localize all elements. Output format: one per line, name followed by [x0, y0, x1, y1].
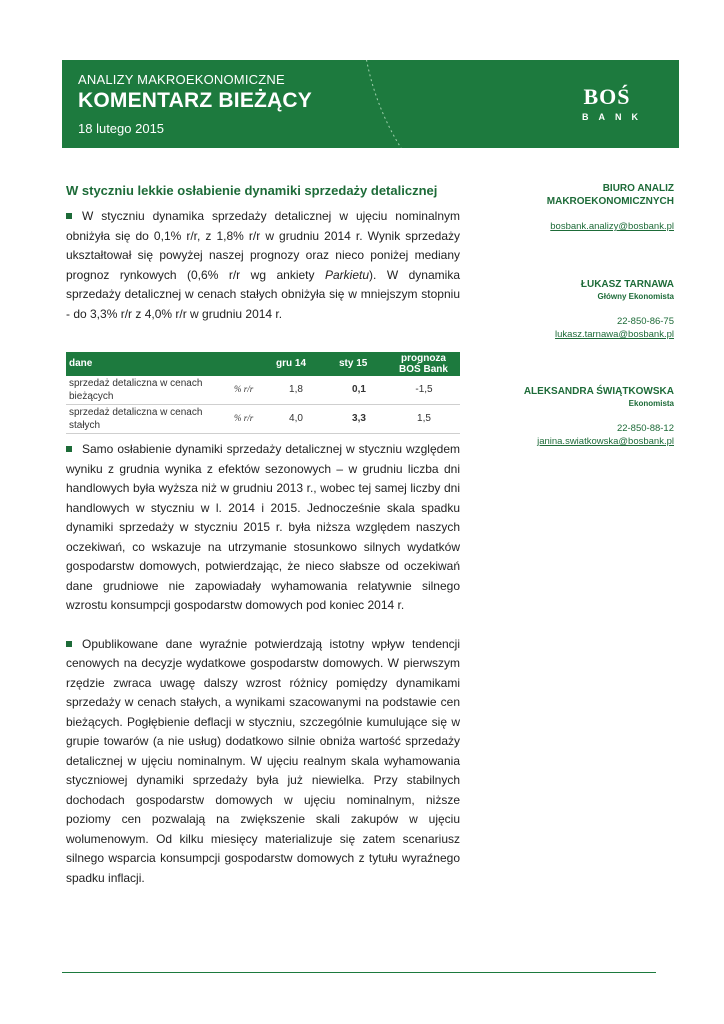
department-name-line2: MAKROEKONOMICZNYCH	[546, 196, 674, 207]
row-label: sprzedaż detaliczna w cenach stałych	[69, 407, 203, 431]
contact-email-link[interactable]: lukasz.tarnawa@bosbank.pl	[555, 329, 674, 340]
row-label: sprzedaż detaliczna w cenach bieżących	[69, 378, 203, 402]
p1-text-b: ). W dynamika sprzedaży detalicznej w cenach stałych obniżyła się w mniejszym stopniu - do 3,3% r/r z 4,0% r/r w grudniu 2014 r.	[66, 267, 460, 321]
contact-phone: 22-850-88-12	[616, 423, 674, 434]
p1-text-em: Parkietu	[324, 267, 370, 282]
bos-bank-logo	[572, 84, 648, 130]
report-header-banner	[62, 60, 679, 148]
header-title: KOMENTARZ BIEŻĄCY	[78, 89, 313, 112]
article-paragraph-1	[66, 207, 460, 324]
table-header-gru14: gru 14	[276, 358, 307, 369]
contact-role: Ekonomista	[628, 399, 674, 408]
department-name-line1: BIURO ANALIZ	[602, 183, 674, 194]
contact-phone: 22-850-86-75	[616, 316, 674, 327]
row-value-gru14: 4,0	[289, 413, 303, 424]
bullet-icon	[66, 213, 72, 219]
row-unit: % r/r	[234, 384, 254, 394]
bullet-icon	[66, 446, 72, 452]
p2-text: Samo osłabienie dynamiki sprzedaży detalicznej w styczniu względem wyniku z grudnia wynika z efektów sezonowych – w grudniu liczba dni handlowych była wyższa niż w grudniu 2013 r., wobec tej samej liczby dni handlowych w styczniu w l. 2014 i 2015. Jednocześnie skala spadku dynamiki sprzedaży w styczniu 2015 r. była niższa względem naszych oczekiwań, co wskazuje na utrzymanie stosunkowo silnych wydatków gospodarstw domowych, potwierdzając, że nieco słabsze od oczekiwań dane grudniowe nie zapowiadały wyhamowania relatywnie silnego wzrostu konsumpcji gospodarstw domowych pod koniec 2014 r.	[66, 442, 460, 612]
article-paragraph-2	[66, 440, 460, 616]
row-value-sty15: 0,1	[352, 384, 366, 395]
contact-role: Główny Ekonomista	[597, 292, 674, 301]
contact-name: ALEKSANDRA ŚWIĄTKOWSKA	[523, 386, 674, 397]
logo-subtext: BANK	[582, 112, 648, 122]
table-header-sty15: sty 15	[339, 358, 368, 369]
table-row	[66, 405, 460, 434]
table-header-dane: dane	[69, 358, 93, 369]
logo-text: BOŚ	[583, 84, 631, 109]
contact-name: ŁUKASZ TARNAWA	[580, 279, 674, 290]
logo-wordmark	[572, 84, 642, 110]
row-value-sty15: 3,3	[352, 413, 366, 424]
table-header-row	[66, 352, 460, 376]
article-main	[66, 182, 460, 324]
row-unit: % r/r	[234, 413, 254, 423]
header-subtitle: ANALIZY MAKROEKONOMICZNE	[78, 72, 285, 87]
sidebar-contact-1	[482, 278, 674, 341]
sidebar-contact-2	[482, 385, 674, 448]
p3-text: Opublikowane dane wyraźnie potwierdzają istotny wpływ tendencji cenowych na decyzje wydatkowe gospodarstw domowych. W pierwszym rzędzie zwraca uwagę dalszy wzrost różnicy pomiędzy dynamikami sprzedaży w cenach stałych, a wynikami szacowanymi na podstawie cen bieżących. Pogłębienie deflacji w styczniu, szczególnie kumulujące się w grupie towarów (a nie usług) dodatkowo silnie obniża wartość sprzedaży detalicznej w ujęciu nominalnym. W ujęciu realnym skala wyhamowania styczniowej dynamiki sprzedaży była już niewielka. Przy stabilnych dochodach gospodarstw domowych w ujęciu nominalnym, niższe poziomy cen pozwalają na zwiększenie skali zakupów w ujęciu wolumenowym. Od kilku miesięcy materializuje się zatem scenariusz silnego wsparcia konsumpcji gospodarstw domowych z tytułu wyraźnego spadku inflacji.	[66, 636, 460, 885]
table-header-prognoza: prognoza	[401, 353, 446, 364]
contact-email-link[interactable]: janina.swiatkowska@bosbank.pl	[537, 436, 674, 447]
bullet-icon	[66, 641, 72, 647]
table-row	[66, 376, 460, 405]
row-value-prognoza: -1,5	[415, 384, 433, 395]
header-date: 18 lutego 2015	[78, 121, 165, 136]
row-value-gru14: 1,8	[289, 384, 303, 395]
article-paragraph-3	[66, 635, 460, 889]
sales-data-table	[66, 352, 460, 434]
department-email-link[interactable]: bosbank.analizy@bosbank.pl	[550, 221, 674, 232]
p1-text-a: W styczniu dynamika sprzedaży detalicznej w ujęciu nominalnym obniżyła się do 0,1% r/r, z 1,8% r/r w grudniu 2014 r. Wynik sprzedaży ukształtował się powyżej naszej prognozy oraz nieco poniżej mediany prognoz rynkowych (0,6% r/r wg ankiety	[66, 209, 460, 282]
sidebar-department	[482, 182, 674, 233]
footer-divider	[62, 972, 656, 973]
article-headline: W styczniu lekkie osłabienie dynamiki sprzedaży detalicznej	[66, 183, 438, 198]
row-value-prognoza: 1,5	[417, 413, 431, 424]
article-continued	[66, 440, 460, 888]
table-header-bos-bank: BOŚ Bank	[399, 364, 448, 375]
